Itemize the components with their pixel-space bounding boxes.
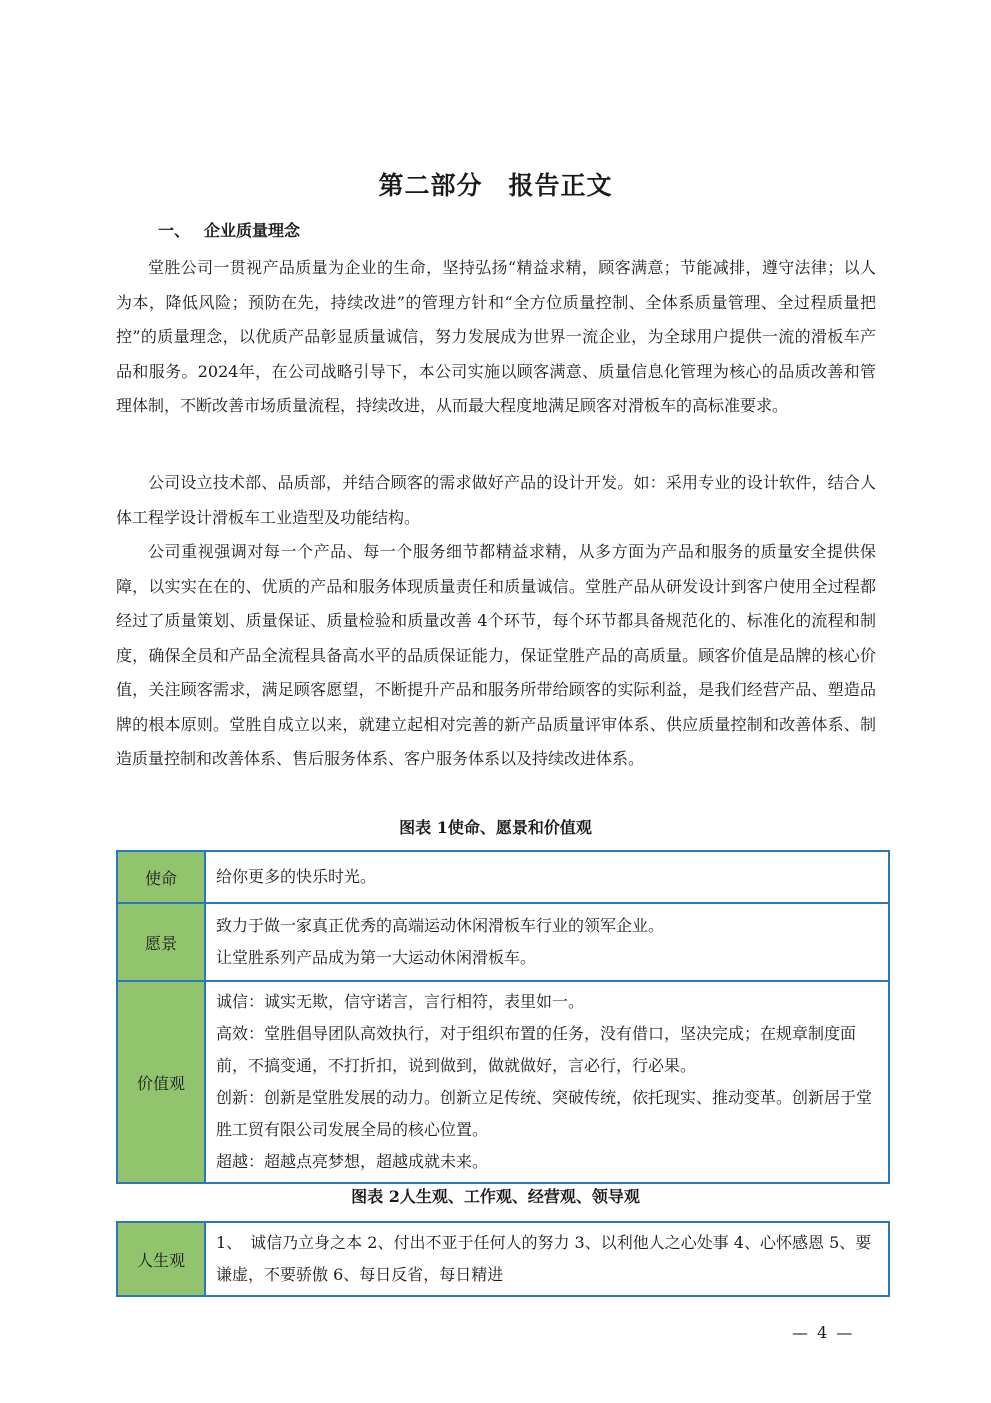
value-line: 致力于做一家真正优秀的高端运动休闲滑板车行业的领军企业。	[216, 916, 665, 935]
table-row	[117, 903, 889, 981]
life-work-business-leadership-table	[116, 1221, 890, 1297]
section-title	[0, 166, 991, 206]
section-name: 报告正文	[508, 171, 613, 200]
row-value-outlook-on-life	[205, 1222, 889, 1296]
heading-number: 一、	[158, 221, 191, 240]
heading-1	[158, 218, 300, 244]
value-line: 给你更多的快乐时光。	[216, 867, 377, 886]
row-value-mission	[205, 851, 889, 903]
row-key-outlook-on-life: 人生观	[117, 1222, 205, 1296]
value-line: 超越：超越点亮梦想，超越成就未来。	[216, 1152, 489, 1171]
row-value-values	[205, 981, 889, 1183]
row-key-mission: 使命	[117, 851, 205, 903]
section-part: 第二部分	[378, 171, 483, 200]
value-line: 创新：创新是堂胜发展的动力。创新立足传统、突破传统，依托现实、推动变革。创新居于堂胜工贸有限公司发展全局的核心位置。	[216, 1088, 873, 1139]
value-line: 诚信：诚实无欺，信守诺言，言行相符，表里如一。	[216, 992, 585, 1011]
table-row	[117, 851, 889, 903]
page-number: — 4 —	[792, 1323, 855, 1342]
table2-caption: 图表 2人生观、工作观、经营观、领导观	[351, 1187, 640, 1206]
paragraph-3: 公司重视强调对每一个产品、每一个服务细节都精益求精，从多方面为产品和服务的质量安全提供保障，以实实在在的、优质的产品和服务体现质量责任和质量诚信。堂胜产品从研发设计到客户使用全过程都经过了质量策划、质量保证、质量检验和质量改善 4个环节，每个环节都具备规范化的、标准化的流程和制度，确保全员和产品全流程具备高水平的品质保证能力，保证堂胜产品的高质量。顾客价值是品牌的核心价值，关注顾客需求，满足顾客愿望，不断提升产品和服务所带给顾客的实际利益，是我们经营产品、塑造品牌的根本原则。堂胜自成立以来，就建立起相对完善的新产品质量评审体系、供应质量控制和改善体系、制造质量控制和改善体系、售后服务体系、客户服务体系以及持续改进体系。	[116, 542, 876, 768]
value-line: 让堂胜系列产品成为第一大运动休闲滑板车。	[216, 948, 537, 967]
paragraph-1: 堂胜公司一贯视产品质量为企业的生命，坚持弘扬“精益求精，顾客满意；节能减排，遵守法律；以人为本，降低风险；预防在先，持续改进”的管理方针和“全方位质量控制、全体系质量管理、全过程质量把控”的质量理念，以优质产品彰显质量诚信，努力发展成为世界一流企业，为全球用户提供一流的滑板车产品和服务。2024年，在公司战略引导下，本公司实施以顾客满意、质量信息化管理为核心的品质改善和管理体制，不断改善市场质量流程，持续改进，从而最大程度地满足顾客对滑板车的高标准要求。	[116, 258, 876, 415]
row-value-vision	[205, 903, 889, 981]
heading-text: 企业质量理念	[204, 221, 301, 240]
table-row	[117, 1222, 889, 1296]
mission-vision-values-table	[116, 850, 890, 1184]
paragraph-2: 公司设立技术部、品质部，并结合顾客的需求做好产品的设计开发。如：采用专业的设计软件，结合人体工程学设计滑板车工业造型及功能结构。	[116, 473, 876, 527]
row-key-values: 价值观	[117, 981, 205, 1183]
table1-caption: 图表 1使命、愿景和价值观	[399, 818, 592, 837]
value-line: 1、 诚信乃立身之本 2、付出不亚于任何人的努力 3、以利他人之心处事 4、心怀感恩 5、要谦虚，不要骄傲 6、每日反省，每日精进	[216, 1233, 872, 1284]
value-line: 高效：堂胜倡导团队高效执行，对于组织布置的任务，没有借口，坚决完成；在规章制度面前，不搞变通，不打折扣，说到做到，做就做好，言必行，行必果。	[216, 1024, 857, 1075]
table-row	[117, 981, 889, 1183]
row-key-vision: 愿景	[117, 903, 205, 981]
